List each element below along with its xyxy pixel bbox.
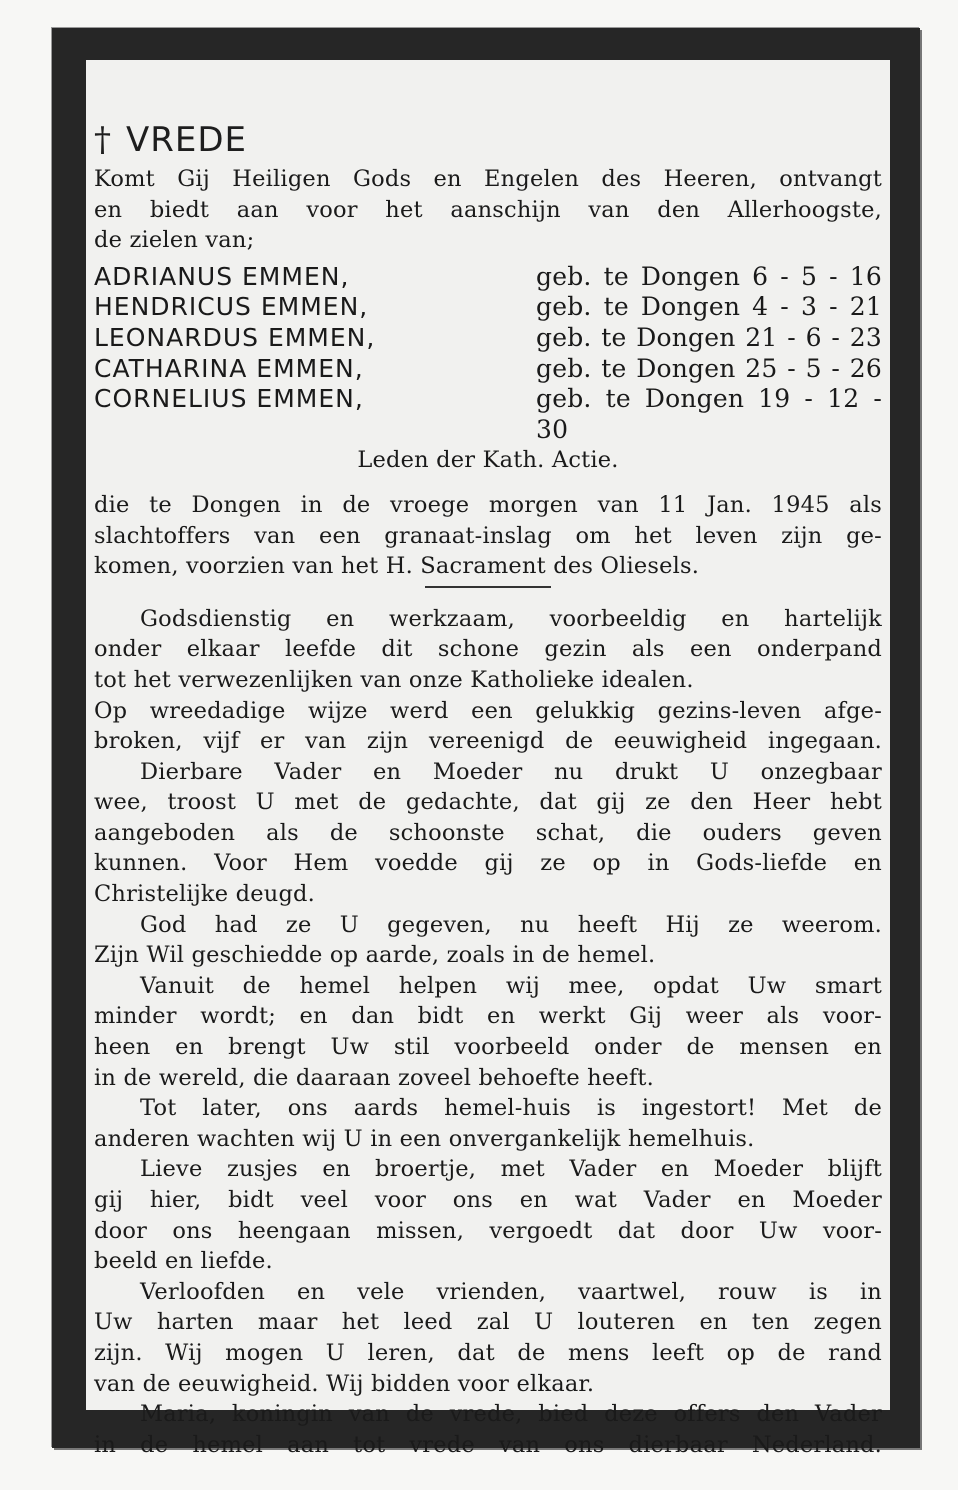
person-birth: geb. te Dongen 6 - 5 - 16 [536, 261, 882, 291]
body-line: Zijn Wil geschiedde op aarde, zoals in de hemel. [94, 942, 656, 969]
card-heading [94, 120, 247, 160]
body-line: Christelijke deugd. [94, 881, 315, 908]
body-line: door ons heengaan missen, vergoedt dat door Uw voor- [94, 1217, 882, 1244]
person-row [94, 354, 882, 385]
intro-paragraph [94, 164, 882, 256]
body-line: zijn. Wij mogen U leren, dat de mens leeft op de rand [94, 1339, 882, 1366]
persons-list [94, 262, 882, 446]
body-text [94, 604, 882, 1461]
body-line: onder elkaar leefde dit schone gezin als een onderpand [94, 636, 882, 663]
body-line: Maria, koningin van de vrede, bied deze offers den Vader [140, 1401, 882, 1428]
card-text [94, 164, 882, 1460]
intro-line: Komt Gij Heiligen Gods en Engelen des Heeren, ontvangt [94, 166, 882, 192]
body-line: wee, troost U met de gedachte, dat gij ze den Heer hebt [94, 789, 882, 816]
person-row [94, 292, 882, 323]
person-row [94, 384, 882, 445]
body-line: anderen wachten wij U in een onvergankelijk hemelhuis. [94, 1125, 755, 1152]
body-line: kunnen. Voor Hem voedde gij ze op in Gods-liefde en [94, 850, 882, 877]
divider-rule [425, 586, 551, 588]
person-name: CORNELIUS EMMEN, [94, 384, 364, 414]
person-birth: geb. te Dongen 4 - 3 - 21 [536, 292, 882, 322]
body-line: beeld en liefde. [94, 1248, 273, 1275]
body-line: Verloofden en vele vrienden, vaartwel, rouw is in [140, 1278, 882, 1305]
body-line: van de eeuwigheid. Wij bidden voor elkaar. [94, 1370, 595, 1397]
card-paper [86, 60, 890, 1458]
intro-line: en biedt aan voor het aanschijn van den Allerhoogste, [94, 196, 882, 223]
body-line: Godsdienstig en werkzaam, voorbeeldig en hartelijk [140, 605, 882, 632]
person-birth: geb. te Dongen 21 - 6 - 23 [536, 322, 882, 352]
intro-line: de zielen van; [94, 227, 255, 254]
body-line: tot het verwezenlijken van onze Katholieke idealen. [94, 666, 694, 693]
body-line: Vanuit de hemel helpen wij mee, opdat Uw smart [140, 972, 882, 999]
cross-icon: † [94, 120, 112, 160]
body-line: Lieve zusjes en broertje, met Vader en Moeder blijft [140, 1156, 882, 1183]
body-line: Uw harten maar het leed zal U louteren en ten zegen [94, 1309, 882, 1336]
person-name: CATHARINA EMMEN, [94, 353, 364, 383]
body-line: Tot later, ons aards hemel-huis is ingestort! Met de [140, 1095, 882, 1122]
death-line: die te Dongen in de vroege morgen van 11 Jan. 1945 als [94, 491, 882, 518]
person-row [94, 262, 882, 293]
body-line: heen en brengt Uw stil voorbeeld onder de mensen en [94, 1034, 882, 1061]
body-line: minder wordt; en dan bidt en werkt Gij weer als voor- [94, 1003, 882, 1030]
person-name: ADRIANUS EMMEN, [94, 261, 350, 291]
body-line: gij hier, bidt veel voor ons en wat Vader en Moeder [94, 1187, 882, 1213]
members-line: Leden der Kath. Actie. [357, 447, 619, 474]
heading-title: VREDE [126, 120, 248, 160]
body-line: aangeboden als de schoonste schat, die ouders geven [94, 819, 882, 846]
body-line: Op wreedadige wijze werd een gelukkig gezins-leven afge- [94, 697, 882, 724]
person-row [94, 323, 882, 354]
person-name: HENDRICUS EMMEN, [94, 292, 369, 322]
body-line: God had ze U gegeven, nu heeft Hij ze weerom. [140, 911, 882, 938]
person-name: LEONARDUS EMMEN, [94, 322, 376, 352]
death-paragraph [94, 490, 882, 582]
body-line: in de hemel aan tot vrede van ons dierbaar Nederland. [94, 1431, 882, 1458]
memorial-card [52, 28, 920, 1458]
death-line: komen, voorzien van het H. Sacrament des Oliesels. [94, 553, 700, 580]
body-line: Dierbare Vader en Moeder nu drukt U onzegbaar [140, 758, 882, 785]
death-line: slachtoffers van een granaat-inslag om het leven zijn ge- [94, 522, 882, 549]
body-line: in de wereld, die daaraan zoveel behoefte heeft. [94, 1064, 655, 1091]
person-birth: geb. te Dongen 19 - 12 - 30 [536, 384, 882, 444]
person-birth: geb. te Dongen 25 - 5 - 26 [536, 353, 882, 383]
body-line: broken, vijf er van zijn vereenigd de eeuwigheid ingegaan. [94, 728, 882, 755]
